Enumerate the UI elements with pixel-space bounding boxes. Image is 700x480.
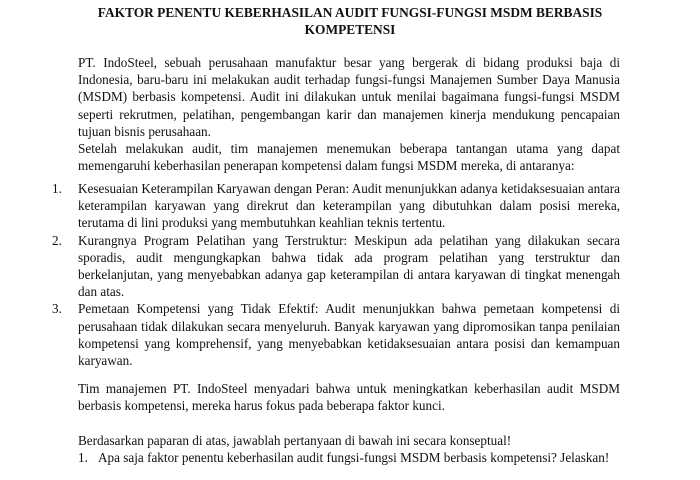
after-audit-paragraph: Setelah melakukan audit, tim manajemen menemukan beberapa tantangan utama yang dapat memengaruhi keberhasilan penerapan kompetensi dalam fungsi MSDM mereka, di antaranya: — [78, 141, 620, 174]
question-number: 1. — [78, 450, 88, 465]
challenge-list — [52, 180, 620, 369]
challenge-text: Kesesuaian Keterampilan Karyawan dengan Peran: Audit menunjukkan adanya ketidaksesuaian antara keterampilan karyawan yang direkrut dan keterampilan yang dibutuhkan dalam posisi mereka, terutama di lini produksi yang membutuhkan keahlian teknis tertentu. — [78, 181, 620, 231]
challenge-number: 3. — [52, 301, 62, 317]
question-text: Apa saja faktor penentu keberhasilan audit fungsi-fungsi MSDM berbasis kompetensi? Jelaskan! — [98, 450, 610, 465]
document-title: FAKTOR PENENTU KEBERHASILAN AUDIT FUNGSI-FUNGSI MSDM BERBASIS KOMPETENSI — [97, 5, 603, 37]
challenge-number: 2. — [52, 232, 62, 248]
challenge-number: 1. — [52, 181, 62, 196]
conclusion-paragraph: Tim manajemen PT. IndoSteel menyadari bahwa untuk meningkatkan keberhasilan audit MSDM berbasis kompetensi, mereka harus fokus pada beberapa faktor kunci. — [78, 381, 620, 414]
challenge-item-3 — [52, 300, 620, 369]
challenge-text: Kurangnya Program Pelatihan yang Terstruktur: Meskipun ada pelatihan yang dilakukan secara sporadis, audit mengungkapkan bahwa tidak ada program pelatihan yang terstruktur dan berkelanjutan, yang menyebabkan adanya gap keterampilan di antara karyawan di tingkat menengah dan atas. — [78, 232, 620, 300]
question-intro: Berdasarkan paparan di atas, jawablah pertanyaan di bawah ini secara konseptual! — [78, 433, 512, 448]
challenge-item-2 — [52, 232, 620, 301]
intro-paragraph: PT. IndoSteel, sebuah perusahaan manufaktur besar yang bergerak di bidang produksi baja di Indonesia, baru-baru ini melakukan audit terhadap fungsi-fungsi Manajemen Sumber Daya Manusia (MSDM) berbasis kompetensi. Audit ini dilakukan untuk menilai bagaimana fungsi-fungsi MSDM seperti rekrutmen, pelatihan, pengembangan karir dan manajemen kinerja mendukung pencapaian tujuan bisnis perusahaan. — [78, 55, 620, 139]
challenge-item-1 — [52, 180, 620, 232]
intro-section — [78, 54, 620, 174]
question-item-1 — [78, 449, 620, 466]
question-list — [78, 449, 620, 466]
challenge-text: Pemetaan Kompetensi yang Tidak Efektif: Audit menunjukkan bahwa pemetaan kompetensi di perusahaan tidak dilakukan secara menyeluruh. Banyak karyawan yang dipromosikan tanpa penilaian kompetensi yang komprehensif, yang menyebabkan ketidaksesuaian antara posisi dan kemampuan karyawan. — [78, 301, 620, 369]
